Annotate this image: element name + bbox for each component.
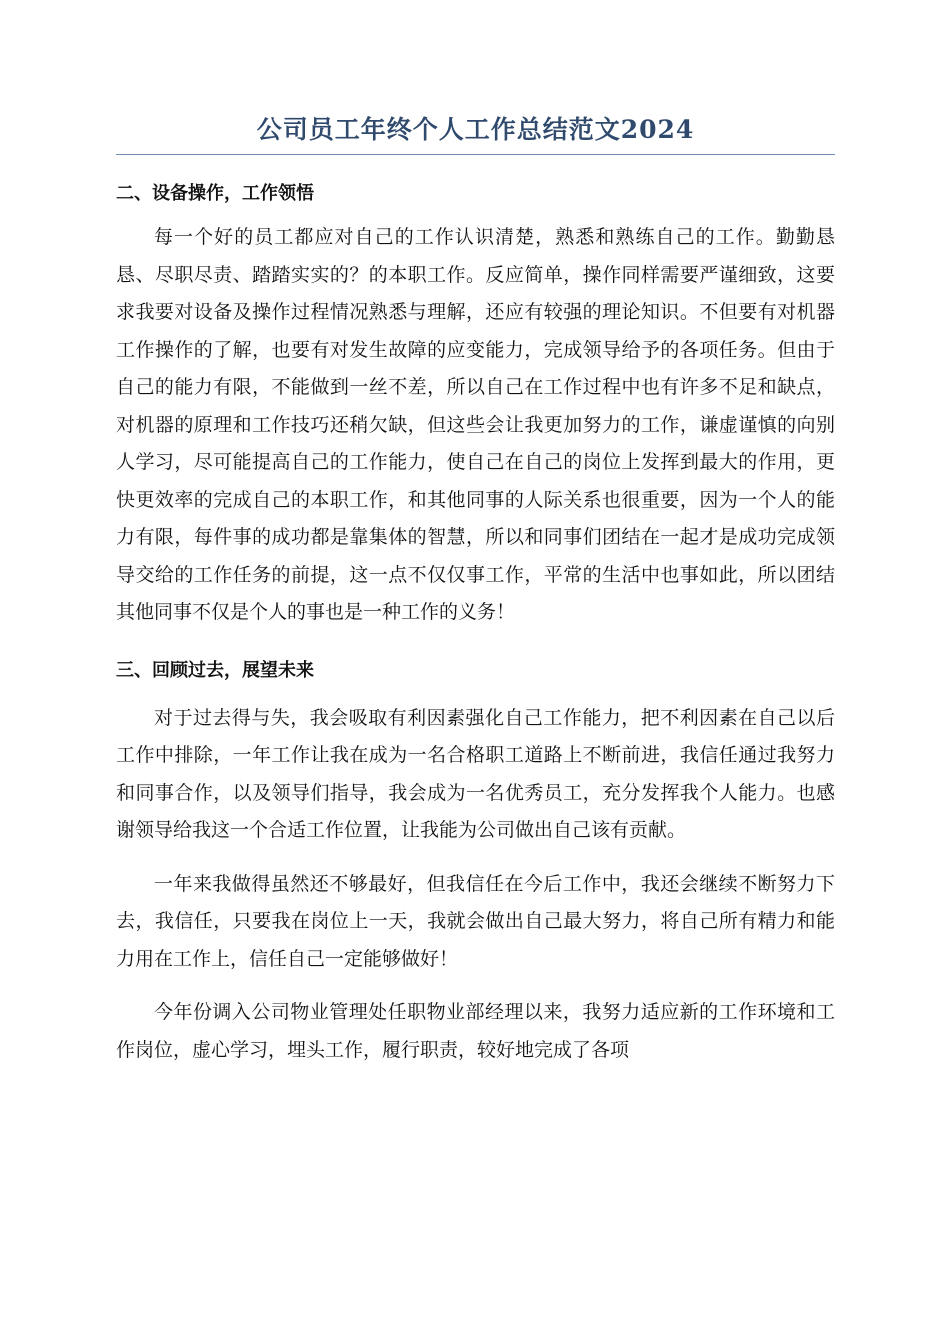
document-title: 公司员工年终个人工作总结范文2024	[116, 110, 835, 155]
paragraph: 每一个好的员工都应对自己的工作认识清楚，熟悉和熟练自己的工作。勤勤恳恳、尽职尽责、踏踏实实的？的本职工作。反应简单，操作同样需要严谨细致，这要求我要对设备及操作过程情况熟悉与理解，还应有较强的理论知识。不但要有对机器工作操作的了解，也要有对发生故障的应变能力，完成领导给予的各项任务。但由于自己的能力有限，不能做到一丝不差，所以自己在工作过程中也有许多不足和缺点，对机器的原理和工作技巧还稍欠缺，但这些会让我更加努力的工作，谦虚谨慎的向别人学习，尽可能提高自己的工作能力，使自己在自己的岗位上发挥到最大的作用，更快更效率的完成自己的本职工作，和其他同事的人际关系也很重要，因为一个人的能力有限，每件事的成功都是靠集体的智慧，所以和同事们团结在一起才是成功完成领导交给的工作任务的前提，这一点不仅仅事工作，平常的生活中也事如此，所以团结其他同事不仅是个人的事也是一种工作的义务！	[116, 226, 835, 623]
section-heading: 三、回顾过去，展望未来	[116, 659, 314, 681]
paragraph: 一年来我做得虽然还不够最好，但我信任在今后工作中，我还会继续不断努力下去，我信任，只要我在岗位上一天，我就会做出自己最大努力，将自己所有精力和能力用在工作上，信任自己一定能够做好！	[116, 872, 835, 970]
paragraph: 今年份调入公司物业管理处任职物业部经理以来，我努力适应新的工作环境和工作岗位，虚心学习，埋头工作，履行职责，较好地完成了各项	[116, 1001, 835, 1061]
paragraph: 对于过去得与失，我会吸取有利因素强化自己工作能力，把不利因素在自己以后工作中排除，一年工作让我在成为一名合格职工道路上不断前进，我信任通过我努力和同事合作，以及领导们指导，我会成为一名优秀员工，充分发挥我个人能力。也感谢领导给我这一个合适工作位置，让我能为公司做出自己该有贡献。	[116, 706, 835, 841]
section-review-outlook	[116, 658, 835, 1070]
section-heading: 二、设备操作，工作领悟	[116, 183, 314, 204]
section-equipment-operation	[116, 181, 835, 632]
document-page	[116, 110, 835, 1069]
